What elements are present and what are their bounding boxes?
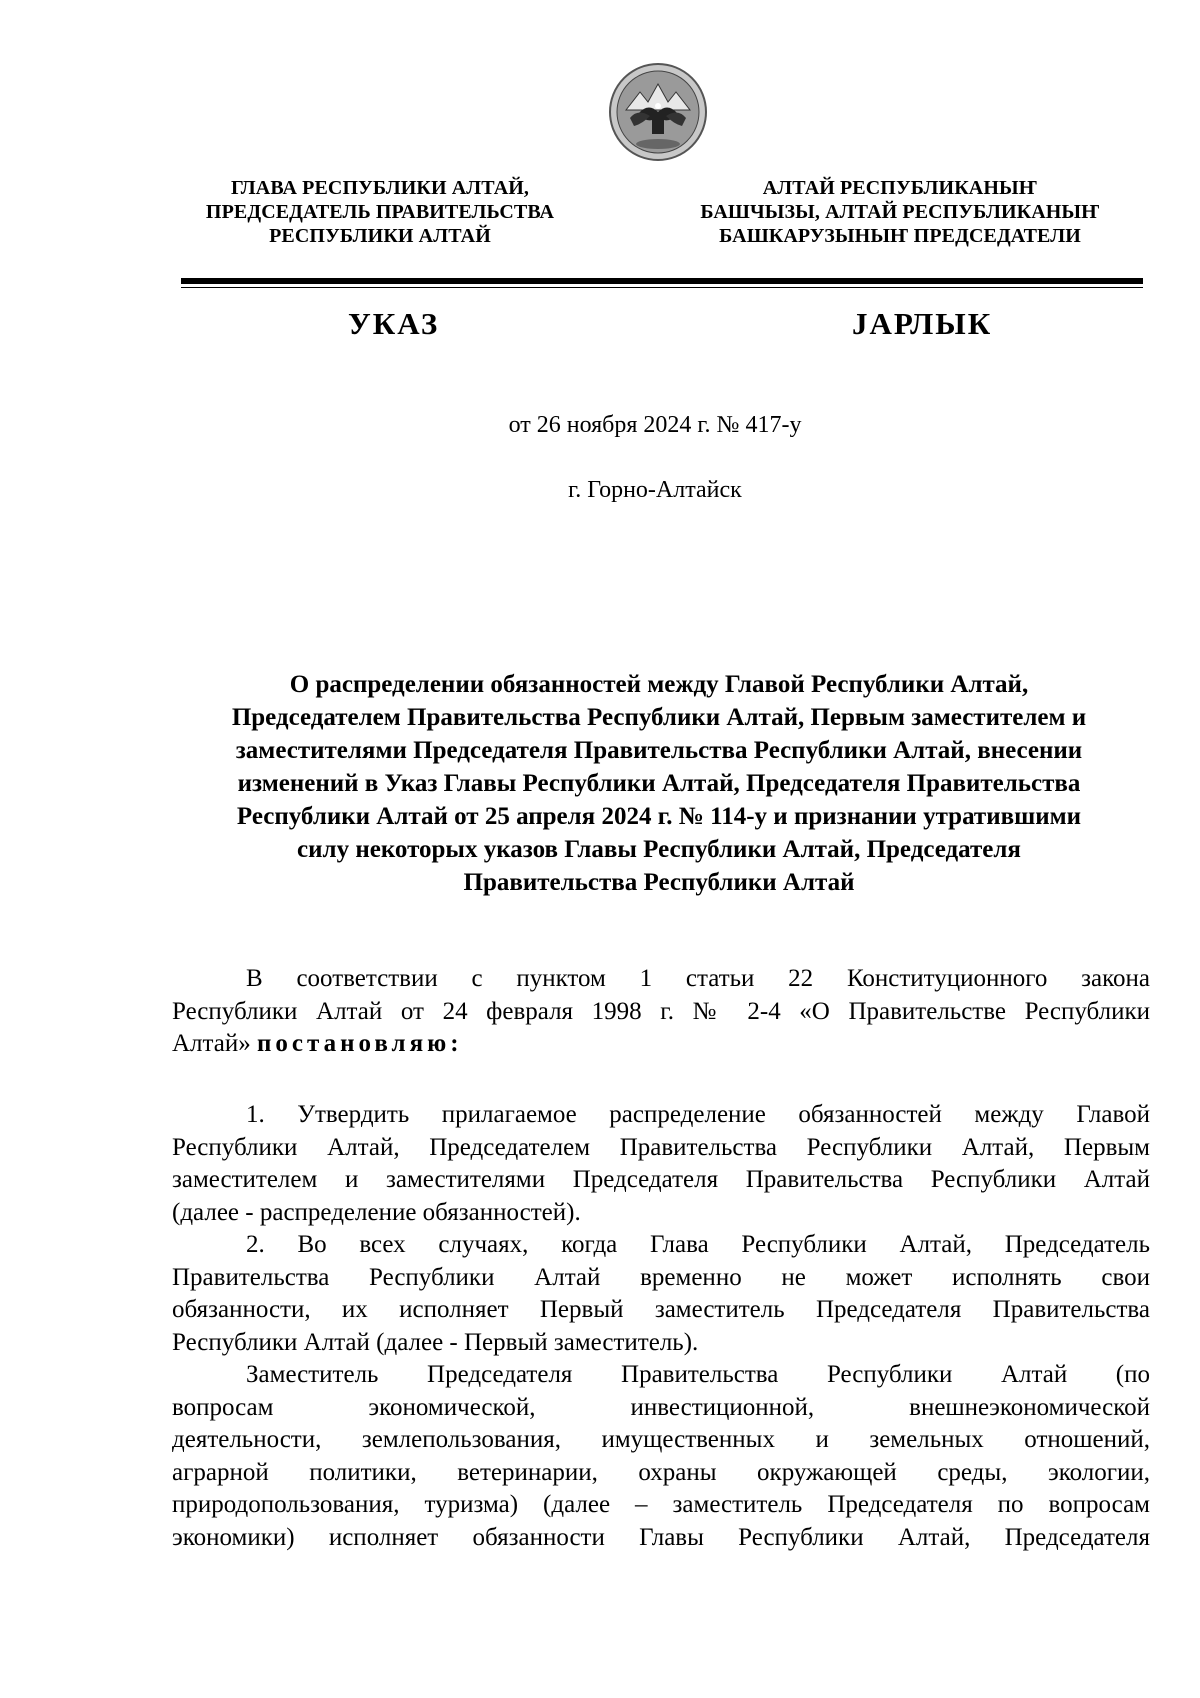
header-left-line: РЕСПУБЛИКИ АЛТАЙ	[269, 225, 491, 247]
title-line: силу некоторых указов Главы Республики Алтай, Председателя	[297, 836, 1021, 863]
paragraph-2-line: Правительства Республики Алтай временно не может исполнять свои	[172, 1263, 1150, 1291]
header-left-line: ПРЕДСЕДАТЕЛЬ ПРАВИТЕЛЬСТВА	[205, 201, 555, 223]
header-divider-thin	[181, 287, 1143, 288]
preamble-line	[172, 1028, 1150, 1061]
paragraph-1-line: заместителем и заместителями Председателя Правительства Республики Алтай	[172, 1166, 1150, 1193]
paragraph-2-line: 2. Во всех случаях, когда Глава Республики Алтай, Председатель	[246, 1231, 1150, 1258]
header-right-line: АЛТАЙ РЕСПУБЛИКАНЫҤ	[762, 177, 1038, 199]
preamble-line-start: Алтай»	[172, 1030, 251, 1057]
title-line: заместителями Председателя Правительства Республики Алтай, внесении	[235, 737, 1083, 764]
title-line: О распределении обязанностей между Главой Республики Алтай,	[289, 671, 1029, 698]
paragraph-1-line: (далее - распределение обязанностей).	[172, 1198, 581, 1226]
header-left-line: ГЛАВА РЕСПУБЛИКИ АЛТАЙ,	[230, 177, 530, 199]
header-right-line: БАШКАРУЗЫНЫҤ ПРЕДСЕДАТЕЛИ	[719, 225, 1081, 247]
doc-type-ru: УКАЗ	[348, 306, 440, 341]
header-right-line: БАШЧЫЗЫ, АЛТАЙ РЕСПУБЛИКАНЫҤ	[700, 201, 1100, 223]
document-title	[170, 668, 1148, 899]
paragraph-1-line: 1. Утвердить прилагаемое распределение обязанностей между Главой	[246, 1101, 1150, 1128]
document-date-number: от 26 ноября 2024 г. № 417-у	[508, 412, 802, 438]
paragraph-3-line: аграрной политики, ветеринарии, охраны окружающей среды, экологии,	[172, 1458, 1150, 1486]
body-paragraphs	[172, 1099, 1150, 1554]
title-line: Правительства Республики Алтай	[463, 869, 855, 896]
resolution-keyword: постановляю:	[257, 1030, 463, 1057]
paragraph-3-line: вопросам экономической, инвестиционной, внешнеэкономической	[172, 1393, 1150, 1421]
paragraph-2-line: обязанности, их исполняет Первый заместитель Председателя Правительства	[172, 1296, 1150, 1323]
title-line: Республики Алтай от 25 апреля 2024 г. № 114-у и признании утратившими	[236, 803, 1082, 830]
doc-type-alt: ЈАРЛЫК	[852, 306, 993, 341]
paragraph-1-line: Республики Алтай, Председателем Правительства Республики Алтай, Первым	[172, 1133, 1150, 1161]
paragraph-2-line: Республики Алтай (далее - Первый заместитель).	[172, 1328, 699, 1356]
paragraph-3-line: деятельности, землепользования, имущественных и земельных отношений,	[172, 1426, 1150, 1453]
altai-republic-coat-of-arms-icon	[608, 62, 708, 162]
header-right-alt	[700, 176, 1100, 248]
title-line: изменений в Указ Главы Республики Алтай, Председателя Правительства	[237, 770, 1081, 797]
header-left-ru	[170, 176, 590, 248]
title-line: Председателем Правительства Республики Алтай, Первым заместителем и	[231, 704, 1087, 731]
preamble-line: Республики Алтай от 24 февраля 1998 г. № 2-4 «О Правительстве Республики	[172, 997, 1150, 1025]
paragraph-3-line: природопользования, туризма) (далее – заместитель Председателя по вопросам	[172, 1491, 1150, 1518]
document-city: г. Горно-Алтайск	[568, 477, 742, 503]
paragraph-3-line: экономики) исполняет обязанности Главы Республики Алтай, Председателя	[172, 1523, 1150, 1551]
header-divider-thick	[181, 278, 1143, 284]
preamble-line: В соответствии с пунктом 1 статьи 22 Конституционного закона	[246, 965, 1150, 992]
preamble	[172, 963, 1150, 1061]
paragraph-3-line: Заместитель Председателя Правительства Республики Алтай (по	[246, 1361, 1150, 1388]
